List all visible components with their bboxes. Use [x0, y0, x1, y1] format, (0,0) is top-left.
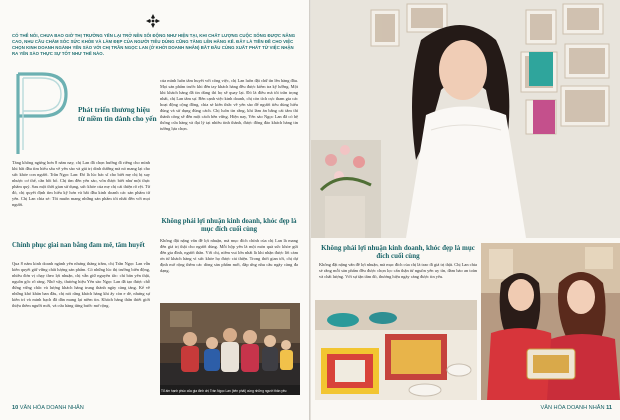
product-gift-photo	[315, 300, 477, 400]
magazine-name-left: VĂN HÓA DOANH NHÂN	[19, 405, 84, 411]
magazine-name-right: VĂN HÓA DOANH NHÂN	[540, 405, 605, 411]
body-text-col2-bottom: Không đặt nặng vấn đề lợi nhuận, mà mục đích chính của chị Lan là mang đến giá trị thật cho người dùng. Mỗi hộp yến là một món quà sức khỏe gửi đến gia đình, người thân. Với chị, niềm vui lớn nhất là khi nhận được lời cảm ơn từ khách hàng vì sức khỏe họ được cải thiện. Trong thời gian tới, chị dự định mở rộng thêm các dòng sản phẩm mới, đáp ứng nhu cầu ngày càng đa dạng.	[160, 238, 298, 273]
dropcap-text: P	[12, 70, 13, 71]
family-photo	[160, 303, 300, 395]
body-text-right: Không đặt nặng vấn đề lợi nhuận, mà mục đích của chị là trao đi giá trị thật. Chị Lan chia sẻ rằng mỗi sản phẩm đều được chọn lọc cẩn thận từ nguồn yến uy tín, đảm bảo an toàn và chất lượng. Với sự tận tâm đó, thương hiệu ngày càng được tin yêu.	[319, 262, 477, 279]
folio-right	[540, 405, 612, 411]
section-title: Phát triển thương hiệu từ niềm tin dành cho yến	[78, 105, 157, 123]
dropcap-letter	[12, 70, 72, 156]
folio-left	[12, 405, 84, 411]
subheading-right: Không phải lợi nhuận kinh doanh, khóc đẹp là mục đích cuối cùng	[321, 244, 475, 260]
left-page	[0, 0, 309, 420]
subheading-profit: Không phải lợi nhuận kinh doanh, khóc đẹp là mục đích cuối cùng	[161, 218, 297, 233]
two-women-photo	[481, 243, 620, 400]
ornament-icon	[145, 13, 161, 29]
page-number-left: 10	[12, 405, 19, 411]
subheading-passion: Chinh phục giai nan bằng đam mê, tâm huyết	[12, 242, 145, 249]
page-number-right: 11	[606, 405, 612, 411]
intro-paragraph: CÓ THỂ NÓI, CHƯA BAO GIỜ THỊ TRƯỜNG YẾN LẠI TRỞ NÊN SÔI ĐỘNG NHƯ HIỆN TẠI, KHI CHẤT LƯỢNG CUỘC SỐNG ĐƯỢC NÂNG CAO, NHU CẦU CHĂM SÓC SỨC KHỎE VÀ LÀM ĐẸP CỦA NGƯỜI TIÊU DÙNG CŨNG TĂNG LÊN HẰNG KẾ. ĐÂY LÀ TIỀN ĐỀ CHO VIỆC CHỌN KINH DOANH NGÀNH YẾN SÀO VỚI CHỊ TRẦN NGỌC LAN (Ở KHỞI DOANH NHÂN) BẮT ĐẦU CÙNG XUẤT PHÁT TỪ VIỆC NHẬN RA YẾN SÀO THỰC SỰ TỐT NHƯ THẾ NÀO.	[12, 33, 296, 57]
body-text-col1-bottom: Qua 8 năm kinh doanh ngành yến nhưng thăng trầm, chị Trần Ngọc Lan vẫn kiên quyết giữ vững chất lượng sản phẩm. Có những lúc thị trường biến động, nhiều đơn vị chạy theo lợi nhuận, chị vẫn giữ nguyên tắc: chỉ bán yến thật, nguồn gốc rõ ràng. Nhờ vậy, thương hiệu Yến sào Ngọc Lan đã tạo được chỗ đứng vững chắc và lượng khách hàng trung thành ngày càng tăng. Kể về những khó khăn ban đầu, chị nói rằng khách hàng khi ấy còn e dè, nhưng sự kiên trì và minh bạch đã dần mang lại niềm tin. Khách hàng thân thiết giới thiệu thêm người mới, và cửa hàng từng bước mở rộng.	[12, 261, 150, 308]
body-text-col2-top: của mình luôn tâm huyết với công việc, chị Lan luôn đặt chữ tín lên hàng đầu. Mọi sản phẩm trước khi đến tay khách hàng đều được kiểm tra kỹ lưỡng. Một khi khách hàng đã tin dùng thì họ sẽ quay lại. Đó là điều mà tôi trân trọng nhất, chị Lan tâm sự. Bên cạnh việc kinh doanh, chị còn tích cực tham gia các hoạt động cộng đồng, chia sẻ kiến thức về yến sào để người tiêu dùng hiểu đúng và sử dụng đúng cách. Chị luôn tin rằng, khi làm ăn bằng cái tâm thì thành công sẽ đến một cách bền vững. Hiện nay, Yến sào Ngọc Lan đã có hệ thống cửa hàng và đại lý tại nhiều tỉnh thành, được đông đảo khách hàng tin tưởng lựa chọn.	[160, 78, 298, 131]
right-page	[311, 0, 620, 420]
hero-heading-block	[12, 70, 157, 158]
portrait-photo	[311, 0, 620, 238]
family-photo-caption: Tổ ấm hạnh phúc của gia đình chị Trần Ngọc Lan (bên phải) cùng những người thân yêu	[161, 389, 287, 393]
body-text-col1-top: Tăng không ngừng hơn 8 năm nay, chị Lan đã chọn hướng đi riêng cho mình khi bắt đầu tìm hiểu sâu về yến sào và giá trị dinh dưỡng mà nó mang lại cho sức khỏe con người. Trần Ngọc Lan: Đó là lúc bác sĩ cho biết mẹ chị bị suy nhược cơ thể, cần bồi bổ. Chị tìm đến yến sào, vốn được biết như một thực phẩm quý. Sau một thời gian sử dụng, sức khỏe của mẹ chị cải thiện rõ rệt. Từ đó, chị quyết định tìm hiểu kỹ hơn và bắt đầu kinh doanh các sản phẩm từ yến. Chị Lan chia sẻ: Tôi muốn mang những sản phẩm tốt nhất đến với mọi người.	[12, 160, 150, 207]
